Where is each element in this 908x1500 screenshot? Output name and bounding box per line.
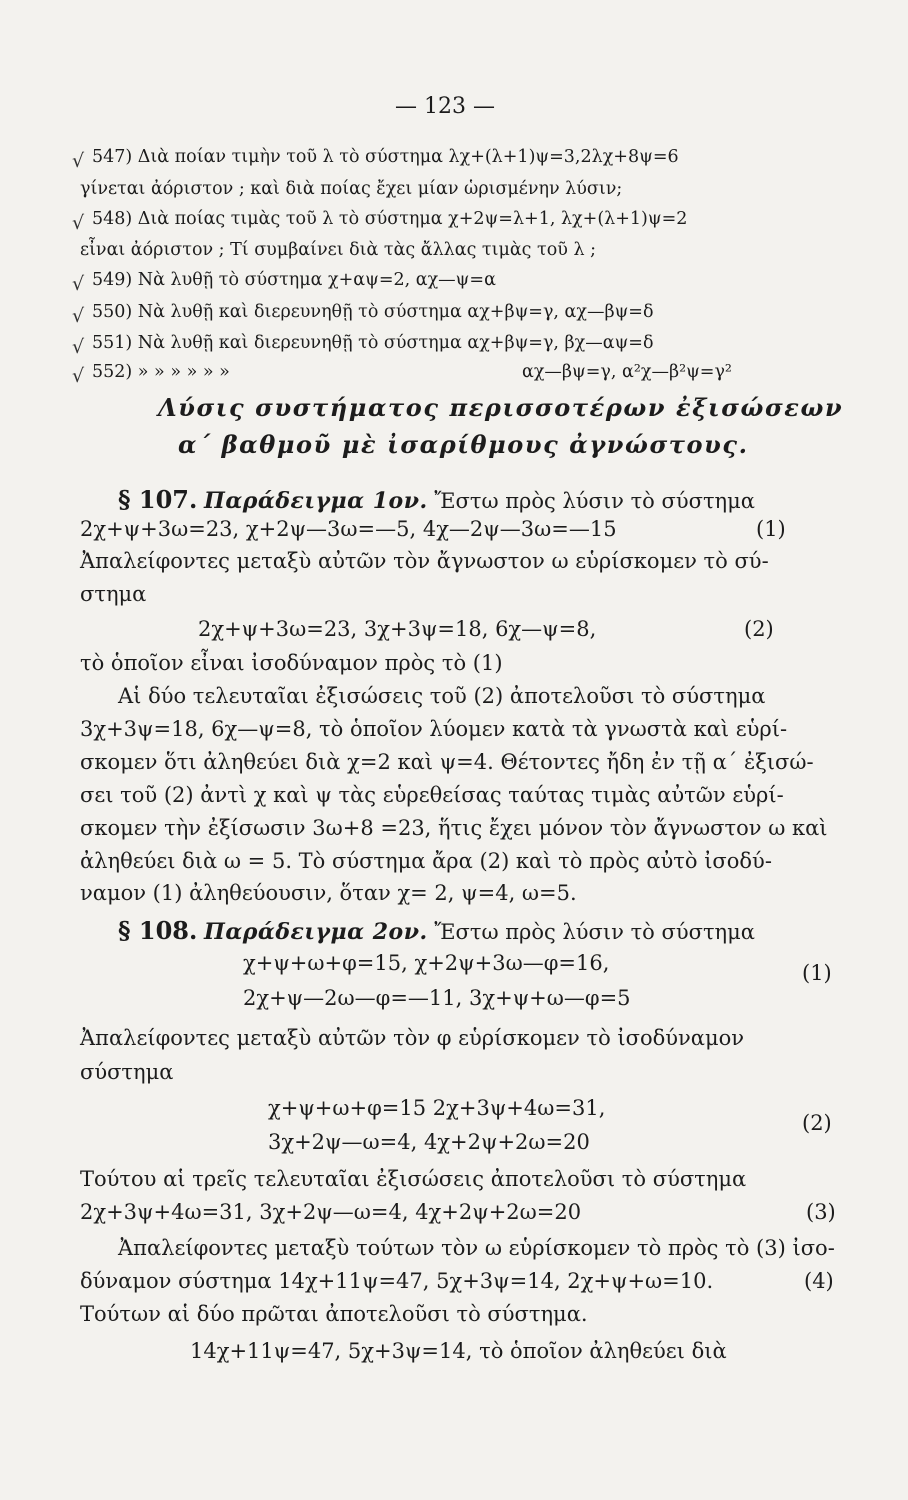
equation-label: (1): [802, 961, 832, 985]
exercise-547-line2: γίνεται ἀόριστον ; καὶ διὰ ποίας ἔχει μίαν ὡρισμένην λύσιν;: [80, 179, 623, 199]
equation-label: (1): [756, 517, 786, 541]
section-107-intro: Ἔστω πρὸς λύσιν τὸ σύστημα: [434, 489, 755, 513]
section-108-title: Παράδειγμα 2ον.: [204, 919, 428, 945]
equation-2: 2χ+ψ+3ω=23, 3χ+3ψ=18, 6χ—ψ=8,: [198, 617, 597, 641]
paragraph-line: σύστημα: [80, 1060, 174, 1084]
section-107-number: § 107.: [118, 485, 198, 514]
equation-3: 2χ+3ψ+4ω=31, 3χ+2ψ—ω=4, 4χ+2ψ+2ω=20: [80, 1200, 582, 1224]
check-mark: √: [72, 336, 85, 358]
paragraph-line: Τούτων αἱ δύο πρῶται ἀποτελοῦσι τὸ σύστημα.: [80, 1302, 588, 1326]
paragraph-line: ναμον (1) ἀληθεύουσιν, ὅταν χ= 2, ψ=4, ω=5.: [80, 881, 577, 905]
paragraph-line: τὸ ὁποῖον εἶναι ἰσοδύναμον πρὸς τὸ (1): [80, 651, 503, 675]
equation-label: (2): [744, 617, 774, 641]
equation-label: (4): [804, 1269, 834, 1293]
paragraph-line: στημα: [80, 582, 147, 606]
section-heading-line1: Λύσις συστήματος περισσοτέρων ἐξισώσεων: [158, 393, 844, 422]
equation-1a: χ+ψ+ω+φ=15, χ+2ψ+3ω—φ=16,: [243, 951, 610, 975]
check-mark: √: [72, 365, 85, 387]
paragraph-line: δύναμον σύστημα 14χ+11ψ=47, 5χ+3ψ=14, 2χ+ψ+ω=10.: [80, 1269, 714, 1293]
paragraph-line: Τούτου αἱ τρεῖς τελευταῖαι ἐξισώσεις ἀποτελοῦσι τὸ σύστημα: [80, 1167, 747, 1191]
paragraph-line: 3χ+3ψ=18, 6χ—ψ=8, τὸ ὁποῖον λύομεν κατὰ τὰ γνωστὰ καὶ εὑρί-: [80, 717, 788, 741]
paragraph-line: Ἀπαλείφοντες μεταξὺ αὐτῶν τὸν φ εὑρίσκομεν τὸ ἰσοδύναμον: [80, 1026, 745, 1050]
exercise-552: 552) » » » » » »: [92, 362, 230, 382]
equation-1b: 2χ+ψ—2ω—φ=—11, 3χ+ψ+ω—φ=5: [243, 986, 631, 1010]
exercise-548-line2: εἶναι ἀόριστον ; Τί συμβαίνει διὰ τὰς ἄλλας τιμὰς τοῦ λ ;: [80, 240, 597, 260]
paragraph-line: σκομεν τὴν ἐξίσωσιν 3ω+8 =23, ἥτις ἔχει μόνον τὸν ἄγνωστον ω καὶ: [80, 816, 828, 840]
equation-5: 14χ+11ψ=47, 5χ+3ψ=14, τὸ ὁποῖον ἀληθεύει διὰ: [190, 1339, 727, 1363]
check-mark: √: [72, 305, 85, 327]
check-mark: √: [72, 273, 85, 295]
exercise-551: 551) Νὰ λυθῇ καὶ διερευνηθῇ τὸ σύστημα αχ+βψ=γ, βχ—αψ=δ: [92, 333, 654, 353]
exercise-547-line1: 547) Διὰ ποίαν τιμὴν τοῦ λ τὸ σύστημα λχ+(λ+1)ψ=3,2λχ+8ψ=6: [92, 147, 679, 167]
paragraph-line: Αἱ δύο τελευταῖαι ἐξισώσεις τοῦ (2) ἀποτελοῦσι τὸ σύστημα: [118, 684, 766, 708]
section-107-title: Παράδειγμα 1ον.: [204, 488, 428, 514]
equation-1: 2χ+ψ+3ω=23, χ+2ψ—3ω=—5, 4χ—2ψ—3ω=—15: [80, 517, 617, 541]
equation-2a: χ+ψ+ω+φ=15 2χ+3ψ+4ω=31,: [268, 1096, 606, 1120]
equation-2b: 3χ+2ψ—ω=4, 4χ+2ψ+2ω=20: [268, 1130, 590, 1154]
equation-label: (3): [806, 1200, 836, 1224]
section-108-number: § 108.: [118, 916, 198, 945]
exercise-552-equation: αχ—βψ=γ, α²χ—β²ψ=γ²: [522, 362, 732, 382]
paragraph-line: Ἀπαλείφοντες μεταξὺ αὐτῶν τὸν ἄγνωστον ω εὑρίσκομεν τὸ σύ-: [80, 549, 769, 573]
section-heading-line2: α΄ βαθμοῦ μὲ ἰσαρίθμους ἀγνώστους.: [178, 430, 749, 459]
paragraph-line: Ἀπαλείφοντες μεταξὺ τούτων τὸν ω εὑρίσκομεν τὸ πρὸς τὸ (3) ἰσο-: [118, 1236, 835, 1260]
section-108-header: [118, 916, 755, 945]
section-107-header: [118, 485, 755, 514]
paragraph-line: ἀληθεύει διὰ ω = 5. Τὸ σύστημα ἄρα (2) καὶ τὸ πρὸς αὐτὸ ἰσοδύ-: [80, 849, 772, 873]
exercise-550: 550) Νὰ λυθῇ καὶ διερευνηθῇ τὸ σύστημα αχ+βψ=γ, αχ—βψ=δ: [92, 302, 654, 322]
check-mark: √: [72, 150, 85, 172]
check-mark: √: [72, 212, 85, 234]
paragraph-line: σκομεν ὅτι ἀληθεύει διὰ χ=2 καὶ ψ=4. Θέτοντες ἤδη ἐν τῇ α΄ ἐξισώ-: [80, 750, 814, 774]
paragraph-line: σει τοῦ (2) ἀντὶ χ καὶ ψ τὰς εὑρεθείσας ταύτας τιμὰς αὐτῶν εὑρί-: [80, 783, 784, 807]
section-108-intro: Ἔστω πρὸς λύσιν τὸ σύστημα: [434, 920, 755, 944]
equation-label: (2): [802, 1111, 832, 1135]
exercise-549: 549) Νὰ λυθῇ τὸ σύστημα χ+αψ=2, αχ—ψ=α: [92, 270, 496, 290]
exercise-548-line1: 548) Διὰ ποίας τιμὰς τοῦ λ τὸ σύστημα χ+2ψ=λ+1, λχ+(λ+1)ψ=2: [92, 209, 688, 229]
page-number: — 123 —: [395, 94, 495, 119]
